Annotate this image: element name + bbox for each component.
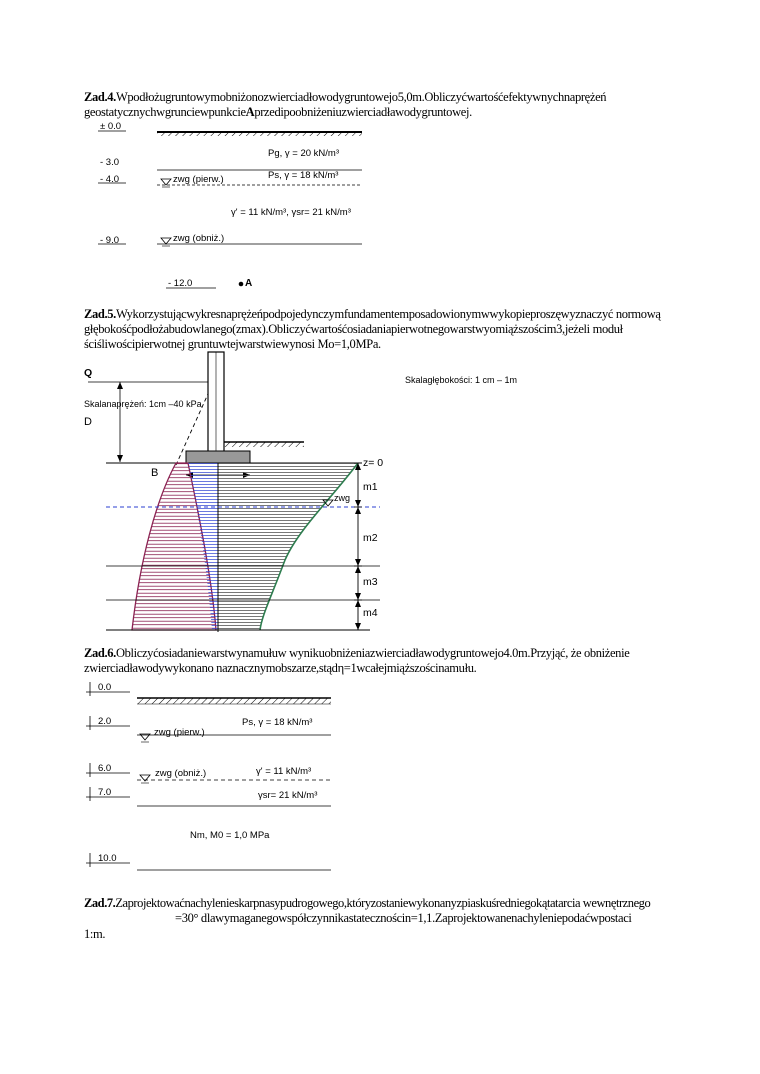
- level-9: - 9.0: [100, 235, 120, 246]
- z6-water-lowered: zwg (obniż.): [155, 768, 207, 779]
- m4-label: m4: [363, 607, 378, 619]
- zad7-line2: =30° dlawymaganegowspółczynnikastatecznościn=1,1.Zaprojektowanenachyleniepodaćwpostaci: [175, 911, 632, 925]
- z6-level-7: 7.0: [98, 787, 112, 798]
- water-label-lowered: zwg (obniż.): [173, 233, 225, 244]
- stress-scale-label: Skalanaprężeń: 1cm –40 kPa: [84, 399, 202, 409]
- z6-level-6: 6.0: [98, 763, 112, 774]
- z6-soil-ps: Ps, γ = 18 kN/m³: [242, 717, 313, 728]
- m3-label: m3: [363, 576, 378, 588]
- z6-water-initial: zwg (pierw.): [154, 727, 205, 738]
- point-a-label: A: [245, 278, 253, 289]
- z6-level-2: 2.0: [98, 716, 112, 727]
- m2-label: m2: [363, 532, 378, 544]
- zad5-line1: Zad.5.Wykorzystującwykresnaprężeńpodpojedynczymfundamentemposadowionymwwykopieproszęwyznaczyć normową: [84, 307, 661, 321]
- q-label: Q: [84, 367, 93, 379]
- water-label-initial: zwg (pierw.): [173, 174, 224, 185]
- soil-label-pg: Pg, γ = 20 kN/m³: [268, 148, 340, 159]
- level-3: - 3.0: [100, 157, 120, 168]
- m1-label: m1: [363, 481, 378, 493]
- depth-scale-label: Skalagłębokości: 1 cm – 1m: [405, 375, 518, 385]
- zad5-line2: głębokośćpodłożabudowlanego(zmax).Obliczyćwartośćosiadaniapierwotnegowarstwyomiąższościm3,jeżeli moduł: [84, 322, 623, 336]
- soil-label-ps: Ps, γ = 18 kN/m³: [268, 170, 339, 181]
- zad7-line1: Zad.7.Zaprojektowaćnachylenieskarpnasypudrogowego,któryzostaniewykonanyzpiaskuśredniegokątatarcia wewnętrznego: [84, 896, 651, 910]
- zad7-line3: 1:m.: [84, 927, 106, 941]
- zad4-line2: geostatycznychwgrunciewpunkcieAprzedipoobniżeniuzwierciadławodygruntowej.: [84, 105, 472, 119]
- d-label: D: [84, 416, 92, 428]
- level-0: ± 0.0: [100, 121, 122, 132]
- zwg-label: zwg: [334, 493, 351, 503]
- z6-soil-gamma-prime: γ' = 11 kN/m³: [256, 766, 312, 777]
- zad6-line1: Zad.6.Obliczyćosiadaniewarstwynamułuw wynikuobniżeniazwierciadławodygruntowejo4.0m.Przyjąć, że obniżenie: [84, 646, 630, 660]
- level-12: - 12.0: [168, 278, 193, 289]
- level-4: - 4.0: [100, 174, 120, 185]
- zad5-line3: ściśliwościpierwotnej gruntuwtejwarstwiewynosi Mo=1,0MPa.: [84, 337, 381, 351]
- z6-soil-nm: Nm, M0 = 1,0 MPa: [190, 830, 270, 841]
- b-label: B: [151, 467, 159, 479]
- soil-label-gamma: γ' = 11 kN/m³, γsr= 21 kN/m³: [231, 207, 351, 218]
- z6-soil-gamma-sr: γsr= 21 kN/m³: [258, 790, 318, 801]
- zad4-line1: Zad.4.Wpodłożugruntowymobniżonozwierciadłowodygruntowejo5,0m.Obliczyćwartośćefektywnychnaprężeń: [84, 90, 607, 104]
- zad6-line2: zwierciadławodywykonano naznacznymobszarze,stądη=1wcałejmiąższościnamułu.: [84, 661, 477, 675]
- z6-level-0: 0.0: [98, 682, 112, 693]
- z6-level-10: 10.0: [98, 853, 117, 864]
- z0-label: z= 0: [363, 457, 384, 469]
